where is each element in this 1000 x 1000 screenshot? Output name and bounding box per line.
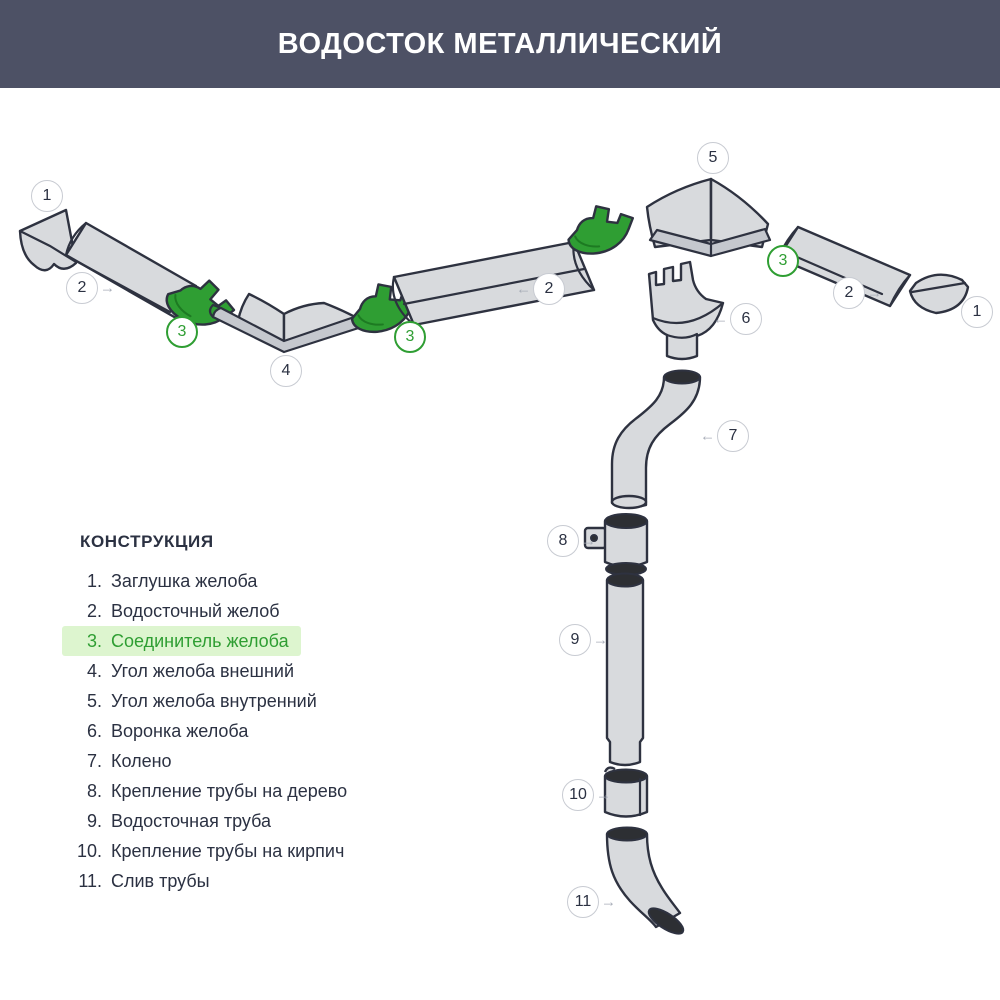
elbow (612, 371, 700, 509)
legend (62, 532, 347, 896)
gutter-connector-right (564, 200, 638, 257)
callout-1: 1 (961, 296, 993, 328)
legend-item-label: Крепление трубы на дерево (111, 780, 348, 801)
legend-item-label: Водосточный желоб (111, 600, 280, 621)
callout-4: 4 (270, 355, 302, 387)
legend-item-number: 6. (86, 720, 102, 741)
callout-7: 7 ← (717, 420, 749, 452)
pipe-bracket-brick (605, 768, 647, 817)
legend-list (62, 566, 347, 896)
pipe-outlet (607, 828, 687, 939)
legend-item-8 (62, 776, 347, 806)
legend-item-3 (62, 626, 301, 656)
legend-item-number: 8. (86, 780, 102, 801)
arrow-left-icon: ← (700, 427, 715, 445)
legend-item-label: Воронка желоба (111, 720, 249, 741)
gutter-funnel (649, 262, 723, 359)
legend-item-number: 4. (86, 660, 102, 681)
arrow-right-icon: → (593, 631, 608, 649)
legend-item-9 (62, 806, 271, 836)
legend-item-number: 3. (86, 630, 102, 651)
legend-item-number: 5. (86, 690, 102, 711)
end-cap-right (910, 275, 968, 313)
legend-item-2 (62, 596, 280, 626)
legend-item-label: Слив трубы (111, 870, 210, 891)
arrow-left-icon: ← (516, 280, 531, 298)
arrow-right-icon: → (100, 279, 115, 297)
legend-item-number: 2. (86, 600, 102, 621)
callout-6: 6 ← (730, 303, 762, 335)
legend-item-6 (62, 716, 248, 746)
legend-item-label: Водосточная труба (111, 810, 272, 831)
callout-5: 5 (697, 142, 729, 174)
legend-heading: КОНСТРУКЦИЯ (80, 532, 214, 551)
arrow-right-icon: → (867, 284, 882, 302)
legend-item-number: 11. (78, 870, 102, 891)
callout-3: 3 (767, 245, 799, 277)
callout-2: 2 ← (533, 273, 565, 305)
legend-item-label: Крепление трубы на кирпич (111, 840, 345, 861)
legend-item-7 (62, 746, 172, 776)
legend-item-label: Соединитель желоба (111, 630, 289, 651)
arrow-left-icon: ← (713, 310, 728, 328)
legend-item-number: 9. (86, 810, 102, 831)
page-title: ВОДОСТОК МЕТАЛЛИЧЕСКИЙ (277, 27, 723, 60)
end-cap-left (20, 210, 76, 270)
arrow-right-icon: → (596, 786, 611, 804)
callout-8: 8 → (547, 525, 579, 557)
legend-item-5 (62, 686, 317, 716)
legend-item-number: 10. (76, 840, 102, 861)
legend-item-10 (62, 836, 344, 866)
legend-item-11 (62, 866, 210, 896)
callout-9: 9 → (559, 624, 591, 656)
arrow-right-icon: → (601, 893, 616, 911)
legend-item-number: 1. (86, 570, 102, 591)
legend-item-number: 7. (86, 750, 102, 771)
callout-2: 2 → (66, 272, 98, 304)
callout-3: 3 (166, 316, 198, 348)
legend-item-label: Колено (111, 750, 172, 771)
arrow-right-icon: → (581, 532, 596, 550)
callout-3: 3 (394, 321, 426, 353)
callout-1: 1 (31, 180, 63, 212)
callout-11: 11 → (567, 886, 599, 918)
callout-2: 2 → (833, 277, 865, 309)
callout-10: 10 → (562, 779, 594, 811)
legend-item-1 (62, 566, 257, 596)
inner-corner (647, 179, 770, 256)
legend-item-label: Заглушка желоба (111, 570, 258, 591)
legend-item-label: Угол желоба внешний (111, 660, 294, 681)
outer-corner (210, 294, 374, 352)
legend-item-4 (62, 656, 294, 686)
downpipe (607, 574, 643, 766)
legend-item-label: Угол желоба внутренний (111, 690, 317, 711)
